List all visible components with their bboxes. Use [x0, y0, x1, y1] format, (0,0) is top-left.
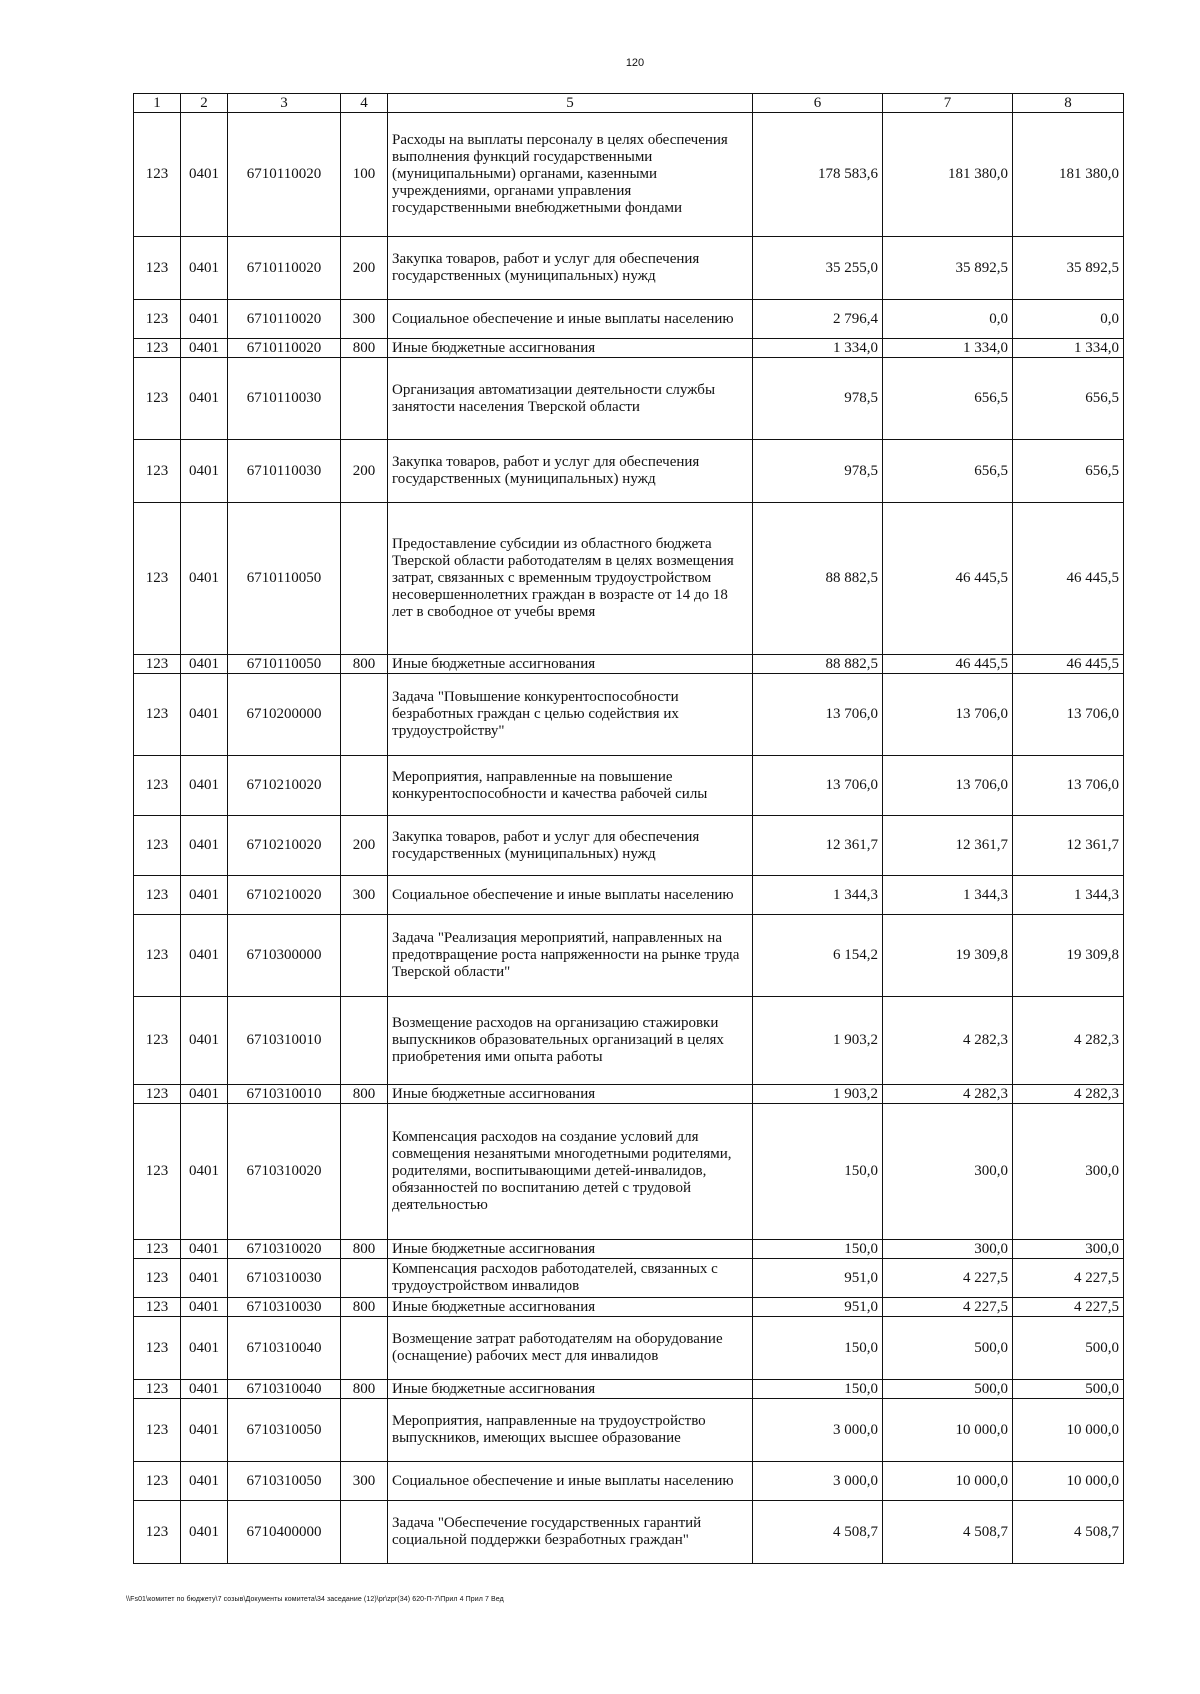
cell-amount-col6: 3 000,0: [753, 1462, 883, 1501]
cell-description: Социальное обеспечение и иные выплаты населению: [388, 1462, 753, 1501]
table-row: [134, 503, 1124, 655]
cell-expense-type: 200: [341, 440, 388, 503]
cell-amount-col6: 3 000,0: [753, 1399, 883, 1462]
cell-target-article: 6710310040: [228, 1317, 341, 1380]
table-row: [134, 1399, 1124, 1462]
cell-amount-col8: 300,0: [1013, 1104, 1124, 1240]
cell-section-code: 0401: [181, 915, 228, 997]
cell-amount-col6: 88 882,5: [753, 655, 883, 674]
cell-target-article: 6710110020: [228, 237, 341, 300]
column-header: 5: [388, 94, 753, 113]
cell-amount-col8: 13 706,0: [1013, 756, 1124, 816]
cell-amount-col8: 35 892,5: [1013, 237, 1124, 300]
table-row: [134, 1259, 1124, 1298]
table-row: [134, 358, 1124, 440]
cell-amount-col7: 4 508,7: [883, 1501, 1013, 1564]
cell-amount-col8: 300,0: [1013, 1240, 1124, 1259]
file-path-footer: \\Fs01\комитет по бюджету\7 созыв\Документы комитета\34 заседание (12)\pr\zpr(34) 620-П-7\Прил 4 Прил 7 Вед: [126, 1596, 504, 1603]
cell-amount-col6: 978,5: [753, 358, 883, 440]
cell-section-code: 0401: [181, 674, 228, 756]
cell-description: Задача "Реализация мероприятий, направленных на предотвращение роста напряженности на рынке труда Тверской области": [388, 915, 753, 997]
cell-description: Организация автоматизации деятельности службы занятости населения Тверской области: [388, 358, 753, 440]
cell-amount-col8: 1 344,3: [1013, 876, 1124, 915]
cell-description: Иные бюджетные ассигнования: [388, 1240, 753, 1259]
cell-amount-col6: 1 903,2: [753, 1085, 883, 1104]
cell-ministry-code: 123: [134, 876, 181, 915]
cell-section-code: 0401: [181, 876, 228, 915]
cell-ministry-code: 123: [134, 1317, 181, 1380]
cell-section-code: 0401: [181, 503, 228, 655]
table-row: [134, 113, 1124, 237]
cell-amount-col6: 951,0: [753, 1259, 883, 1298]
cell-amount-col7: 0,0: [883, 300, 1013, 339]
column-header: 6: [753, 94, 883, 113]
cell-expense-type: [341, 674, 388, 756]
table-row: [134, 339, 1124, 358]
table-row: [134, 1380, 1124, 1399]
cell-description: Социальное обеспечение и иные выплаты населению: [388, 876, 753, 915]
cell-amount-col6: 978,5: [753, 440, 883, 503]
cell-ministry-code: 123: [134, 440, 181, 503]
cell-amount-col7: 4 227,5: [883, 1298, 1013, 1317]
cell-section-code: 0401: [181, 997, 228, 1085]
cell-expense-type: 300: [341, 1462, 388, 1501]
cell-ministry-code: 123: [134, 1380, 181, 1399]
cell-target-article: 6710310030: [228, 1259, 341, 1298]
cell-expense-type: [341, 756, 388, 816]
cell-amount-col6: 2 796,4: [753, 300, 883, 339]
cell-target-article: 6710310040: [228, 1380, 341, 1399]
cell-amount-col8: 0,0: [1013, 300, 1124, 339]
cell-amount-col7: 300,0: [883, 1104, 1013, 1240]
cell-amount-col7: 46 445,5: [883, 655, 1013, 674]
cell-amount-col7: 13 706,0: [883, 756, 1013, 816]
cell-description: Задача "Повышение конкурентоспособности безработных граждан с целью содействия их трудоустройству": [388, 674, 753, 756]
cell-description: Иные бюджетные ассигнования: [388, 1085, 753, 1104]
cell-description: Предоставление субсидии из областного бюджета Тверской области работодателям в целях возмещения затрат, связанных с временным трудоустройством несовершеннолетних граждан в возрасте от 14 до 18 лет в свободное от учебы время: [388, 503, 753, 655]
table-row: [134, 237, 1124, 300]
cell-amount-col6: 1 334,0: [753, 339, 883, 358]
cell-description: Возмещение расходов на организацию стажировки выпускников образовательных организаций в целях приобретения ими опыта работы: [388, 997, 753, 1085]
cell-amount-col8: 10 000,0: [1013, 1399, 1124, 1462]
table-row: [134, 1298, 1124, 1317]
cell-amount-col8: 1 334,0: [1013, 339, 1124, 358]
cell-section-code: 0401: [181, 440, 228, 503]
cell-ministry-code: 123: [134, 674, 181, 756]
cell-expense-type: [341, 358, 388, 440]
cell-target-article: 6710210020: [228, 876, 341, 915]
cell-expense-type: 300: [341, 300, 388, 339]
cell-amount-col6: 13 706,0: [753, 674, 883, 756]
cell-amount-col7: 1 334,0: [883, 339, 1013, 358]
page-number: 120: [625, 57, 645, 69]
cell-description: Закупка товаров, работ и услуг для обеспечения государственных (муниципальных) нужд: [388, 816, 753, 876]
cell-amount-col7: 4 227,5: [883, 1259, 1013, 1298]
table-row: [134, 876, 1124, 915]
cell-amount-col6: 951,0: [753, 1298, 883, 1317]
cell-expense-type: 800: [341, 1085, 388, 1104]
cell-amount-col6: 1 903,2: [753, 997, 883, 1085]
cell-expense-type: [341, 997, 388, 1085]
cell-section-code: 0401: [181, 756, 228, 816]
cell-ministry-code: 123: [134, 339, 181, 358]
cell-expense-type: 800: [341, 655, 388, 674]
cell-expense-type: 300: [341, 876, 388, 915]
column-header: 4: [341, 94, 388, 113]
table-row: [134, 674, 1124, 756]
cell-amount-col8: 4 282,3: [1013, 997, 1124, 1085]
cell-target-article: 6710310050: [228, 1399, 341, 1462]
cell-ministry-code: 123: [134, 1240, 181, 1259]
cell-expense-type: [341, 1104, 388, 1240]
cell-ministry-code: 123: [134, 1462, 181, 1501]
cell-amount-col7: 10 000,0: [883, 1399, 1013, 1462]
cell-ministry-code: 123: [134, 655, 181, 674]
cell-amount-col6: 6 154,2: [753, 915, 883, 997]
cell-description: Мероприятия, направленные на повышение конкурентоспособности и качества рабочей силы: [388, 756, 753, 816]
cell-target-article: 6710310010: [228, 997, 341, 1085]
cell-expense-type: 800: [341, 1298, 388, 1317]
cell-amount-col7: 500,0: [883, 1317, 1013, 1380]
cell-amount-col8: 181 380,0: [1013, 113, 1124, 237]
column-header: 3: [228, 94, 341, 113]
cell-amount-col7: 4 282,3: [883, 1085, 1013, 1104]
cell-amount-col7: 656,5: [883, 440, 1013, 503]
cell-amount-col8: 10 000,0: [1013, 1462, 1124, 1501]
cell-amount-col6: 150,0: [753, 1380, 883, 1399]
table-row: [134, 1462, 1124, 1501]
cell-section-code: 0401: [181, 1501, 228, 1564]
cell-expense-type: 800: [341, 1240, 388, 1259]
cell-description: Закупка товаров, работ и услуг для обеспечения государственных (муниципальных) нужд: [388, 237, 753, 300]
cell-amount-col7: 13 706,0: [883, 674, 1013, 756]
cell-ministry-code: 123: [134, 1104, 181, 1240]
cell-amount-col7: 656,5: [883, 358, 1013, 440]
column-header: 7: [883, 94, 1013, 113]
table-row: [134, 300, 1124, 339]
cell-amount-col7: 35 892,5: [883, 237, 1013, 300]
cell-section-code: 0401: [181, 237, 228, 300]
cell-section-code: 0401: [181, 300, 228, 339]
table-row: [134, 816, 1124, 876]
cell-amount-col6: 13 706,0: [753, 756, 883, 816]
cell-amount-col8: 4 282,3: [1013, 1085, 1124, 1104]
cell-description: Мероприятия, направленные на трудоустройство выпускников, имеющих высшее образование: [388, 1399, 753, 1462]
cell-target-article: 6710200000: [228, 674, 341, 756]
cell-amount-col7: 46 445,5: [883, 503, 1013, 655]
cell-amount-col7: 181 380,0: [883, 113, 1013, 237]
cell-section-code: 0401: [181, 1085, 228, 1104]
cell-amount-col8: 656,5: [1013, 440, 1124, 503]
cell-expense-type: 800: [341, 339, 388, 358]
cell-target-article: 6710110030: [228, 358, 341, 440]
cell-section-code: 0401: [181, 339, 228, 358]
cell-section-code: 0401: [181, 1259, 228, 1298]
cell-amount-col8: 656,5: [1013, 358, 1124, 440]
cell-target-article: 6710210020: [228, 816, 341, 876]
cell-description: Иные бюджетные ассигнования: [388, 339, 753, 358]
cell-amount-col8: 500,0: [1013, 1317, 1124, 1380]
cell-ministry-code: 123: [134, 1298, 181, 1317]
cell-description: Иные бюджетные ассигнования: [388, 655, 753, 674]
cell-amount-col7: 10 000,0: [883, 1462, 1013, 1501]
cell-target-article: 6710310030: [228, 1298, 341, 1317]
cell-amount-col6: 1 344,3: [753, 876, 883, 915]
cell-target-article: 6710110050: [228, 655, 341, 674]
cell-section-code: 0401: [181, 1104, 228, 1240]
cell-target-article: 6710210020: [228, 756, 341, 816]
cell-section-code: 0401: [181, 655, 228, 674]
cell-target-article: 6710110030: [228, 440, 341, 503]
cell-description: Компенсация расходов работодателей, связанных с трудоустройством инвалидов: [388, 1259, 753, 1298]
cell-expense-type: [341, 1259, 388, 1298]
cell-amount-col7: 500,0: [883, 1380, 1013, 1399]
table-row: [134, 1240, 1124, 1259]
cell-amount-col8: 4 227,5: [1013, 1298, 1124, 1317]
cell-expense-type: 100: [341, 113, 388, 237]
cell-amount-col6: 35 255,0: [753, 237, 883, 300]
cell-section-code: 0401: [181, 1298, 228, 1317]
table-row: [134, 997, 1124, 1085]
cell-ministry-code: 123: [134, 756, 181, 816]
cell-amount-col7: 300,0: [883, 1240, 1013, 1259]
cell-amount-col6: 150,0: [753, 1104, 883, 1240]
cell-amount-col6: 88 882,5: [753, 503, 883, 655]
cell-description: Задача "Обеспечение государственных гарантий социальной поддержки безработных граждан": [388, 1501, 753, 1564]
cell-amount-col8: 13 706,0: [1013, 674, 1124, 756]
cell-amount-col7: 4 282,3: [883, 997, 1013, 1085]
column-header: 1: [134, 94, 181, 113]
table-row: [134, 756, 1124, 816]
cell-ministry-code: 123: [134, 300, 181, 339]
cell-description: Возмещение затрат работодателям на оборудование (оснащение) рабочих мест для инвалидов: [388, 1317, 753, 1380]
cell-ministry-code: 123: [134, 1085, 181, 1104]
cell-ministry-code: 123: [134, 1399, 181, 1462]
cell-description: Компенсация расходов на создание условий для совмещения незанятыми многодетными родителями, родителями, воспитывающими детей-инвалидов, обязанностей по воспитанию детей с трудовой деятельностью: [388, 1104, 753, 1240]
cell-expense-type: [341, 915, 388, 997]
table-row: [134, 655, 1124, 674]
cell-ministry-code: 123: [134, 1259, 181, 1298]
cell-section-code: 0401: [181, 1462, 228, 1501]
cell-amount-col6: 12 361,7: [753, 816, 883, 876]
cell-expense-type: 200: [341, 237, 388, 300]
column-header: 2: [181, 94, 228, 113]
cell-amount-col8: 19 309,8: [1013, 915, 1124, 997]
cell-description: Социальное обеспечение и иные выплаты населению: [388, 300, 753, 339]
cell-description: Иные бюджетные ассигнования: [388, 1380, 753, 1399]
table-row: [134, 1104, 1124, 1240]
cell-amount-col6: 150,0: [753, 1240, 883, 1259]
cell-target-article: 6710400000: [228, 1501, 341, 1564]
cell-target-article: 6710310020: [228, 1240, 341, 1259]
cell-ministry-code: 123: [134, 358, 181, 440]
table-row: [134, 1501, 1124, 1564]
cell-description: Закупка товаров, работ и услуг для обеспечения государственных (муниципальных) нужд: [388, 440, 753, 503]
table-row: [134, 440, 1124, 503]
cell-section-code: 0401: [181, 113, 228, 237]
cell-amount-col6: 4 508,7: [753, 1501, 883, 1564]
cell-target-article: 6710310020: [228, 1104, 341, 1240]
cell-section-code: 0401: [181, 1240, 228, 1259]
table-row: [134, 1317, 1124, 1380]
cell-amount-col8: 46 445,5: [1013, 503, 1124, 655]
column-header: 8: [1013, 94, 1124, 113]
cell-section-code: 0401: [181, 1317, 228, 1380]
cell-target-article: 6710300000: [228, 915, 341, 997]
table-row: [134, 915, 1124, 997]
cell-expense-type: [341, 1399, 388, 1462]
table-body: [134, 113, 1124, 1564]
cell-ministry-code: 123: [134, 997, 181, 1085]
cell-amount-col8: 4 508,7: [1013, 1501, 1124, 1564]
cell-amount-col8: 46 445,5: [1013, 655, 1124, 674]
cell-amount-col7: 12 361,7: [883, 816, 1013, 876]
cell-target-article: 6710110020: [228, 300, 341, 339]
cell-amount-col7: 1 344,3: [883, 876, 1013, 915]
cell-section-code: 0401: [181, 1399, 228, 1462]
cell-target-article: 6710310010: [228, 1085, 341, 1104]
cell-section-code: 0401: [181, 816, 228, 876]
cell-ministry-code: 123: [134, 113, 181, 237]
cell-section-code: 0401: [181, 358, 228, 440]
cell-amount-col8: 500,0: [1013, 1380, 1124, 1399]
cell-target-article: 6710110020: [228, 339, 341, 358]
cell-amount-col6: 150,0: [753, 1317, 883, 1380]
cell-expense-type: [341, 1317, 388, 1380]
cell-description: Иные бюджетные ассигнования: [388, 1298, 753, 1317]
cell-expense-type: 800: [341, 1380, 388, 1399]
cell-amount-col8: 12 361,7: [1013, 816, 1124, 876]
cell-section-code: 0401: [181, 1380, 228, 1399]
cell-ministry-code: 123: [134, 503, 181, 655]
cell-description: Расходы на выплаты персоналу в целях обеспечения выполнения функций государственными (муниципальными) органами, казенными учреждениями, органами управления государственными внебюджетными фондами: [388, 113, 753, 237]
cell-expense-type: [341, 1501, 388, 1564]
cell-amount-col8: 4 227,5: [1013, 1259, 1124, 1298]
cell-amount-col6: 178 583,6: [753, 113, 883, 237]
budget-table: [133, 93, 1124, 1564]
cell-amount-col7: 19 309,8: [883, 915, 1013, 997]
cell-target-article: 6710310050: [228, 1462, 341, 1501]
cell-target-article: 6710110020: [228, 113, 341, 237]
cell-target-article: 6710110050: [228, 503, 341, 655]
cell-ministry-code: 123: [134, 1501, 181, 1564]
table-header-row: [134, 94, 1124, 113]
cell-ministry-code: 123: [134, 915, 181, 997]
cell-ministry-code: 123: [134, 237, 181, 300]
cell-expense-type: 200: [341, 816, 388, 876]
table-row: [134, 1085, 1124, 1104]
cell-ministry-code: 123: [134, 816, 181, 876]
cell-expense-type: [341, 503, 388, 655]
